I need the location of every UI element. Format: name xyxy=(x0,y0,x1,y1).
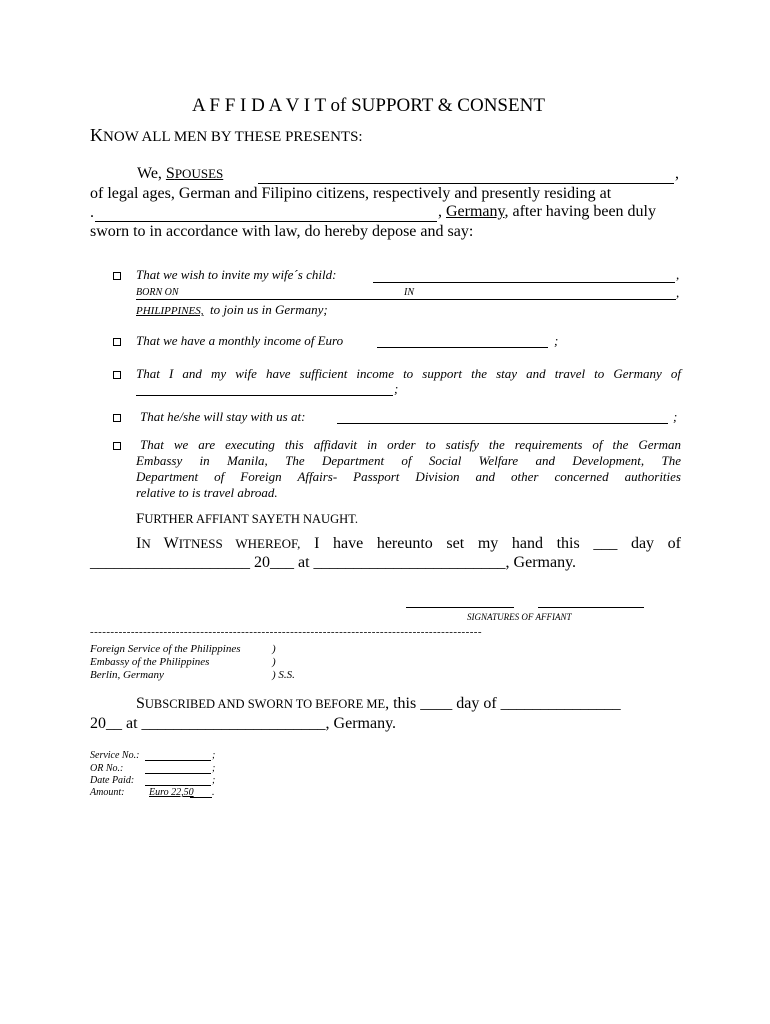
title-support-consent: of SUPPORT & CONSENT xyxy=(330,95,545,116)
in-label: IN xyxy=(404,287,414,298)
join-line: PHILIPPINES, to join us in Germany; xyxy=(136,302,328,317)
checkbox-bullet xyxy=(113,414,121,422)
checkbox-bullet xyxy=(113,338,121,346)
spouses-comma: , xyxy=(675,165,679,182)
in-witness-line: IN WITNESS WHEREOF, I have hereunto set my hand this ___ day of xyxy=(136,535,682,552)
amount-line xyxy=(190,797,212,798)
subscribed-sworn-line: SUBSCRIBED AND SWORN TO BEFORE ME, this ____ day of _______________ xyxy=(136,695,621,712)
address-line xyxy=(95,221,437,222)
venue-line-3: Berlin, Germany xyxy=(90,669,164,681)
income-amount-line xyxy=(377,347,548,348)
intro-we: We, SPOUSES xyxy=(137,165,224,182)
venue-line-1: Foreign Service of the Philippines xyxy=(90,643,241,655)
signature-line-1 xyxy=(406,607,514,608)
intro-line-4: sworn to in accordance with law, do hereby depose and say: xyxy=(90,223,474,240)
checkbox-bullet xyxy=(113,272,121,280)
checkbox-bullet xyxy=(113,371,121,379)
intro-dot: . xyxy=(90,204,94,221)
item-executing-3: Department of Foreign Affairs- Passport Division and other concerned authorities xyxy=(136,469,681,484)
sufficient-name-line xyxy=(136,395,393,396)
signatures-of-affiant-label: SIGNATURES OF AFFIANT xyxy=(467,612,572,622)
born-on-line xyxy=(136,299,676,300)
born-on-label: BORN ON xyxy=(136,287,179,298)
item-monthly-income: That we have a monthly income of Euro xyxy=(136,333,344,348)
further-affiant: FURTHER AFFIANT SAYETH NAUGHT. xyxy=(136,511,358,527)
item-invite-child: That we wish to invite my wife´s child: xyxy=(136,267,337,282)
child-name-line xyxy=(373,282,675,283)
subscribed-date-line: 20__ at _______________________, Germany. xyxy=(90,715,397,732)
amount-value: Euro 22,50 xyxy=(149,787,194,798)
checkbox-bullet xyxy=(113,442,121,450)
know-all-men-heading: KNOW ALL MEN BY THESE PRESENTS: xyxy=(90,125,363,145)
item-stay-with-us: That he/she will stay with us at: xyxy=(140,409,306,424)
or-no-line xyxy=(145,773,211,774)
item-executing-2: Embassy in Manila, The Department of Social Welfare and Development, The xyxy=(136,453,681,468)
amount-label: Amount: xyxy=(90,787,125,798)
item-executing-4: relative to is travel abroad. xyxy=(136,485,278,500)
item-sufficient-income: That I and my wife have sufficient income to support the stay and travel to Germany of xyxy=(136,366,681,381)
document-title xyxy=(192,95,545,117)
service-no-line xyxy=(145,760,211,761)
witness-date-line: ____________________ 20___ at ________________________, Germany. xyxy=(90,554,577,571)
service-no-label: Service No.: xyxy=(90,750,140,761)
item-executing-1: That we are executing this affidavit in order to satisfy the requirements of the German xyxy=(140,437,681,452)
intro-line-2: of legal ages, German and Filipino citizens, respectively and presently residing at xyxy=(90,185,612,202)
spouses-name-line xyxy=(258,183,674,184)
signature-line-2 xyxy=(538,607,644,608)
date-paid-line xyxy=(145,785,211,786)
title-affidavit: A F F I D A V I T xyxy=(192,95,326,116)
intro-line-3-tail: , Germany, after having been duly xyxy=(438,203,656,220)
date-paid-label: Date Paid: xyxy=(90,775,135,786)
spouses-label: SPOUSES xyxy=(165,165,224,182)
stay-address-line xyxy=(337,423,668,424)
dashed-separator: ------------------------------------------------------------------------------------------------ xyxy=(90,626,482,638)
or-no-label: OR No.: xyxy=(90,763,124,774)
venue-line-2: Embassy of the Philippines xyxy=(90,656,210,668)
